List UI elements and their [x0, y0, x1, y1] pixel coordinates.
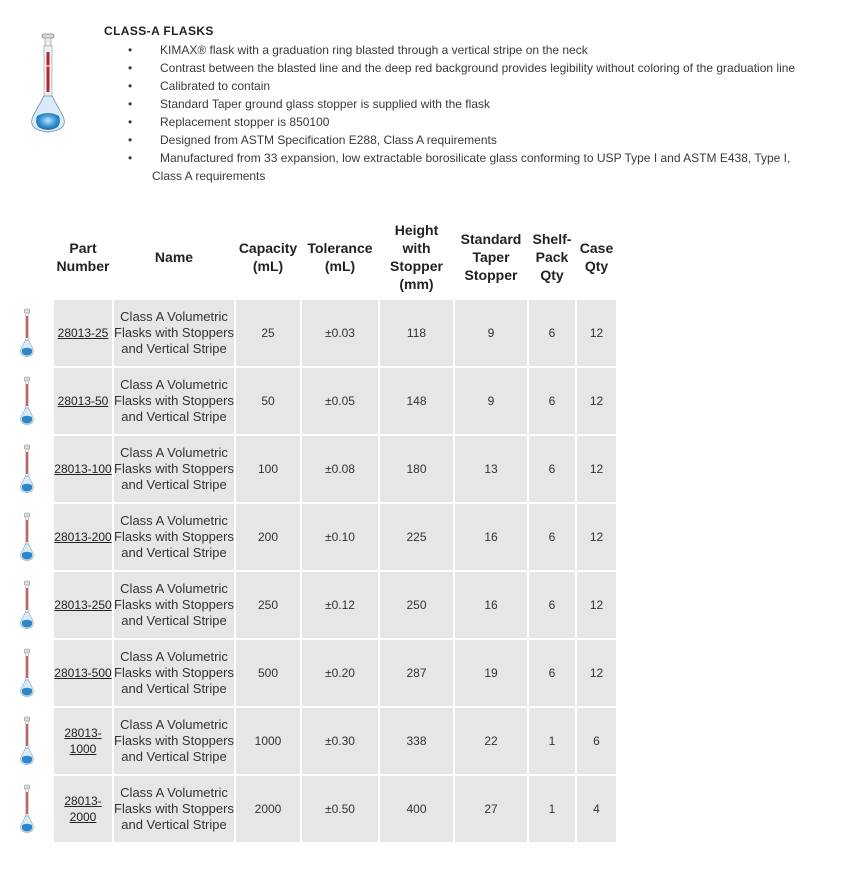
- part-number-cell: [54, 640, 112, 706]
- case-qty-cell: 12: [577, 572, 616, 638]
- list-item: [122, 113, 837, 131]
- shelf-pack-cell: 6: [529, 572, 575, 638]
- part-number-cell: [54, 300, 112, 366]
- thumb-column-header: [2, 216, 52, 298]
- list-item: [122, 77, 837, 95]
- name-cell: Class A Volumetric Flasks with Stoppers and Vertical Stripe: [114, 708, 234, 774]
- shelf-pack-cell: 6: [529, 368, 575, 434]
- bullet-text: Standard Taper ground glass stopper is supplied with the flask: [160, 97, 490, 111]
- capacity-cell: 250: [236, 572, 300, 638]
- spec-table: [0, 214, 618, 844]
- table-row: [2, 368, 616, 434]
- name-cell: Class A Volumetric Flasks with Stoppers and Vertical Stripe: [114, 368, 234, 434]
- part-number-link[interactable]: 28013-1000: [64, 726, 102, 756]
- part-number-cell: [54, 708, 112, 774]
- bullet-continuation: Class A requirements: [152, 169, 266, 183]
- volumetric-flask-icon: [25, 30, 71, 138]
- capacity-cell: 500: [236, 640, 300, 706]
- table-row: [2, 504, 616, 570]
- bullet-text: KIMAX® flask with a graduation ring blasted through a vertical stripe on the neck: [160, 43, 588, 57]
- flask-thumbnail-icon[interactable]: [2, 572, 52, 638]
- part-number-link[interactable]: 28013-200: [54, 530, 112, 544]
- bullet-icon: •: [128, 61, 133, 75]
- shelf-pack-cell: 1: [529, 708, 575, 774]
- part-number-link[interactable]: 28013-50: [57, 394, 109, 408]
- bullet-text: Manufactured from 33 expansion, low extractable borosilicate glass conforming to USP Type I and ASTM E438, Type I,: [160, 151, 791, 165]
- tolerance-cell: ±0.05: [302, 368, 378, 434]
- case-qty-cell: 6: [577, 708, 616, 774]
- part-number-cell: [54, 504, 112, 570]
- list-item: [122, 149, 837, 185]
- part-number-cell: [54, 368, 112, 434]
- page-title: CLASS-A FLASKS: [104, 24, 214, 38]
- capacity-cell: 1000: [236, 708, 300, 774]
- height-cell: 180: [380, 436, 453, 502]
- flask-thumbnail-icon[interactable]: [2, 708, 52, 774]
- shelf-pack-cell: 6: [529, 436, 575, 502]
- bullet-text: Contrast between the blasted line and the deep red background provides legibility without coloring of the graduation line: [160, 61, 796, 75]
- table-body: [2, 300, 616, 842]
- bullet-icon: •: [128, 79, 133, 93]
- column-header-capacity: Capacity (mL): [238, 240, 298, 274]
- case-qty-cell: 12: [577, 640, 616, 706]
- stopper-cell: 16: [455, 504, 527, 570]
- height-cell: 287: [380, 640, 453, 706]
- height-cell: 400: [380, 776, 453, 842]
- list-item: [122, 59, 837, 77]
- column-header-tolerance: Tolerance (mL): [307, 240, 373, 274]
- table-row: [2, 640, 616, 706]
- case-qty-cell: 12: [577, 368, 616, 434]
- stopper-cell: 13: [455, 436, 527, 502]
- tolerance-cell: ±0.10: [302, 504, 378, 570]
- height-cell: 118: [380, 300, 453, 366]
- part-number-cell: [54, 776, 112, 842]
- part-number-link[interactable]: 28013-250: [54, 598, 112, 612]
- list-item: [122, 41, 837, 59]
- stopper-cell: 22: [455, 708, 527, 774]
- part-number-cell: [54, 572, 112, 638]
- height-cell: 338: [380, 708, 453, 774]
- name-cell: Class A Volumetric Flasks with Stoppers and Vertical Stripe: [114, 776, 234, 842]
- stopper-cell: 19: [455, 640, 527, 706]
- bullet-icon: •: [128, 133, 133, 147]
- part-number-cell: [54, 436, 112, 502]
- tolerance-cell: ±0.03: [302, 300, 378, 366]
- stopper-cell: 27: [455, 776, 527, 842]
- height-cell: 225: [380, 504, 453, 570]
- feature-list: [122, 41, 837, 185]
- case-qty-cell: 12: [577, 504, 616, 570]
- capacity-cell: 200: [236, 504, 300, 570]
- header-row: [2, 216, 616, 298]
- column-header-name: Name: [154, 249, 194, 265]
- bullet-text: Replacement stopper is 850100: [160, 115, 330, 129]
- name-cell: Class A Volumetric Flasks with Stoppers and Vertical Stripe: [114, 640, 234, 706]
- capacity-cell: 25: [236, 300, 300, 366]
- capacity-cell: 2000: [236, 776, 300, 842]
- column-header-case-qty: Case Qty: [579, 240, 614, 274]
- part-number-link[interactable]: 28013-100: [54, 462, 112, 476]
- tolerance-cell: ±0.30: [302, 708, 378, 774]
- table-row: [2, 572, 616, 638]
- case-qty-cell: 12: [577, 300, 616, 366]
- shelf-pack-cell: 6: [529, 640, 575, 706]
- part-number-link[interactable]: 28013-25: [57, 326, 109, 340]
- table-row: [2, 300, 616, 366]
- name-cell: Class A Volumetric Flasks with Stoppers and Vertical Stripe: [114, 436, 234, 502]
- bullet-icon: •: [128, 115, 133, 129]
- case-qty-cell: 12: [577, 436, 616, 502]
- stopper-cell: 16: [455, 572, 527, 638]
- table-row: [2, 708, 616, 774]
- list-item: [122, 95, 837, 113]
- list-item: [122, 131, 837, 149]
- stopper-cell: 9: [455, 368, 527, 434]
- capacity-cell: 50: [236, 368, 300, 434]
- name-cell: Class A Volumetric Flasks with Stoppers and Vertical Stripe: [114, 572, 234, 638]
- capacity-cell: 100: [236, 436, 300, 502]
- column-header-stopper: Standard Taper Stopper: [460, 231, 522, 283]
- name-cell: Class A Volumetric Flasks with Stoppers and Vertical Stripe: [114, 300, 234, 366]
- flask-thumbnail-icon[interactable]: [2, 640, 52, 706]
- column-header-height: Height with Stopper (mm): [390, 222, 443, 292]
- shelf-pack-cell: 6: [529, 504, 575, 570]
- column-header-shelf-pack: Shelf-Pack Qty: [532, 231, 572, 283]
- part-number-link[interactable]: 28013-2000: [64, 794, 102, 824]
- flask-thumbnail-icon[interactable]: [2, 776, 52, 842]
- tolerance-cell: ±0.50: [302, 776, 378, 842]
- shelf-pack-cell: 6: [529, 300, 575, 366]
- height-cell: 250: [380, 572, 453, 638]
- table-row: [2, 436, 616, 502]
- tolerance-cell: ±0.20: [302, 640, 378, 706]
- flask-thumbnail-icon[interactable]: [2, 436, 52, 502]
- bullet-icon: •: [128, 151, 133, 165]
- tolerance-cell: ±0.12: [302, 572, 378, 638]
- height-cell: 148: [380, 368, 453, 434]
- stopper-cell: 9: [455, 300, 527, 366]
- name-cell: Class A Volumetric Flasks with Stoppers and Vertical Stripe: [114, 504, 234, 570]
- flask-thumbnail-icon[interactable]: [2, 368, 52, 434]
- column-header-part-number: Part Number: [56, 240, 110, 274]
- shelf-pack-cell: 1: [529, 776, 575, 842]
- tolerance-cell: ±0.08: [302, 436, 378, 502]
- case-qty-cell: 4: [577, 776, 616, 842]
- flask-thumbnail-icon[interactable]: [2, 504, 52, 570]
- bullet-icon: •: [128, 97, 133, 111]
- bullet-text: Designed from ASTM Specification E288, Class A requirements: [160, 133, 497, 147]
- table-row: [2, 776, 616, 842]
- part-number-link[interactable]: 28013-500: [54, 666, 112, 680]
- flask-thumbnail-icon[interactable]: [2, 300, 52, 366]
- bullet-text: Calibrated to contain: [160, 79, 271, 93]
- bullet-icon: •: [128, 43, 133, 57]
